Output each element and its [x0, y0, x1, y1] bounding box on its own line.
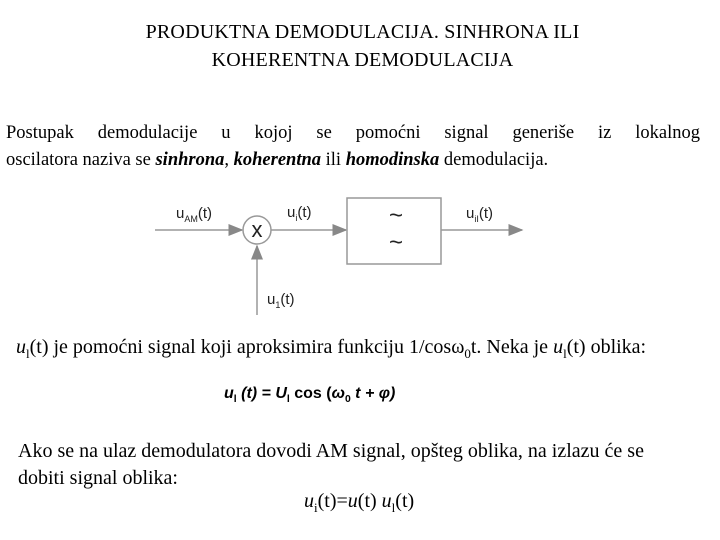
intro-end: demodulacija.: [439, 150, 549, 170]
var-sub: l: [26, 346, 30, 361]
output-label: $u_{iI}(t)$: [466, 205, 494, 224]
desc-part2: t. Neka je: [470, 336, 554, 358]
formula-lhs-arg: (t) =: [236, 385, 276, 402]
page-title: [0, 18, 720, 74]
var-u: u: [16, 336, 26, 358]
am-paragraph: [18, 438, 708, 492]
title-line-1: PRODUKTNA DEMODULACIJA. SINHRONA ILI: [145, 21, 580, 43]
intro-paragraph: [6, 120, 700, 174]
f2-ul-sub: l: [391, 500, 396, 515]
intro-sep: ili: [321, 150, 346, 170]
desc-part1: (t) je pomoćni signal koji aproksimira funkciju 1/cosω: [29, 336, 465, 358]
mid-label: $u_i(t)$: [287, 204, 312, 223]
formula-rest: t + φ): [350, 385, 396, 402]
formula-func: cos (: [289, 385, 332, 402]
ul-formula: [224, 385, 395, 405]
formula-amp: U: [275, 385, 287, 402]
desc-part3: (t) oblika:: [566, 336, 647, 358]
input-label: $u_{AM}(t)$: [176, 205, 213, 224]
title-line-2: KOHERENTNA DEMODULACIJA: [211, 49, 514, 71]
var2-sub: l: [563, 346, 567, 361]
intro-line-2: [6, 147, 700, 174]
output-formula: [304, 490, 414, 516]
f2-arg: (t): [357, 490, 382, 512]
filter-symbol-top: ~: [388, 202, 404, 229]
f2-end: (t): [395, 490, 415, 512]
f2-u: u: [347, 490, 358, 512]
var-u2: u: [553, 336, 564, 358]
ul-description: [16, 336, 646, 362]
block-diagram: [150, 190, 535, 320]
formula-omega-sub: 0: [344, 394, 351, 406]
local-label: $u_1(t)$: [267, 291, 295, 310]
formula-amp-sub: l: [286, 394, 290, 406]
term-sinhrona: sinhrona: [155, 150, 225, 170]
intro-line-1: Postupak demodulacije u kojoj se pomoćni signal generiše iz lokalnog: [6, 123, 700, 143]
f2-lhs-sub: i: [314, 500, 318, 515]
filter-symbol-bottom: ~: [388, 229, 404, 256]
intro-text: oscilatora naziva se: [6, 150, 156, 170]
term-homodinska: homodinska: [345, 150, 440, 170]
f2-lhs: u: [304, 490, 314, 512]
formula-omega: ω: [331, 385, 345, 402]
term-koherentna: koherentna: [233, 150, 322, 170]
formula-lhs-sub: l: [233, 394, 237, 406]
multiplier-symbol: x: [251, 217, 263, 242]
f2-ul: u: [381, 490, 392, 512]
omega-sub: 0: [464, 346, 471, 361]
am-line-1: Ako se na ulaz demodulatora dovodi AM signal, opšteg oblika, na izlazu će se: [18, 440, 644, 462]
f2-mid: (t)=: [317, 490, 348, 512]
formula-lhs: u: [224, 385, 234, 402]
block-diagram-svg: [150, 190, 535, 320]
am-line-2: dobiti signal oblika:: [18, 467, 178, 489]
intro-sep: ,: [224, 150, 234, 170]
